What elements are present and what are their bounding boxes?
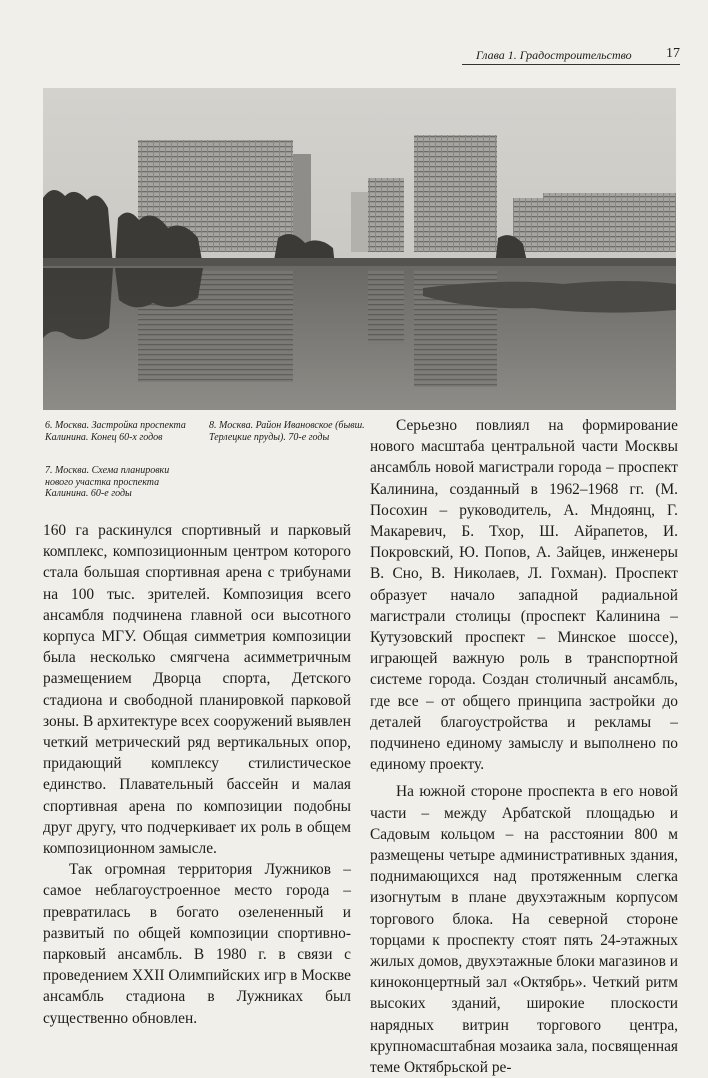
right-column xyxy=(370,415,678,1078)
running-header xyxy=(462,46,680,64)
left-paragraph-2: Так огромная территория Лужников – самое неблагоустроенное место города – превратилась в богато озелененный и развитый по общей композиции спортивно-парковый ансамбль. В 1980 г. в связи с проведением XXII Олимпийских игр в Москве ансамбль стадиона в Лужниках был существенно обновлен. xyxy=(43,861,351,1027)
caption-fig8: 8. Москва. Район Ивановское (бывш. Терлецкие пруды). 70-е годы xyxy=(209,420,365,443)
photo-illustration xyxy=(43,88,676,410)
caption-fig7: 7. Москва. Схема планировки нового участка проспекта Калинина. 60-е годы xyxy=(45,465,170,499)
header-rule xyxy=(462,64,680,65)
right-paragraph-2: На южной стороне проспекта в его новой части – между Арбатской площадью и Садовым кольцом – на расстоянии 800 м размещены четыре административных здания, поднимающихся над протяженным слегка изогнутым в плане двухэтажным корпусом торгового блока. На северной стороне торцами к проспекту стоят пять 24-этажных жилых домов, двухэтажные блоки магазинов и киноконцертный зал «Октябрь». Четкий ритм высоких зданий, широкие плоскости нарядных витрин торгового центра, крупномасштабная мозаика зала, посвященная теме Октябрьской ре- xyxy=(370,783,678,1077)
page-number: 17 xyxy=(666,46,680,61)
caption-fig6: 6. Москва. Застройка проспекта Калинина. Конец 60-х годов xyxy=(45,420,186,443)
right-paragraph-1: Серьезно повлиял на формирование нового масштаба центральной части Москвы ансамбль новой магистрали города – проспект Калинина, созданный в 1962–1968 гг. (М. Посохин – руководитель, А. Мндоянц, Г. Макаревич, Б. Тхор, Ш. Айрапетов, И. Покровский, Ю. Попов, А. Зайцев, инженеры В. Сно, В. Николаев, Л. Гохман). Проспект образует начало западной радиальной магистрали столицы (проспект Калинина – Кутузовский проспект – Минское шоссе), играющей важную роль в транспортной системе города. Создан столичный ансамбль, где все – от общего принципа застройки до деталей благоустройства и рекламы – подчинено единому замыслу и выполнено по единому проекту. xyxy=(370,417,678,774)
left-column xyxy=(43,520,351,1029)
chapter-title: Глава 1. Градостроительство xyxy=(476,48,632,62)
left-paragraph-1: 160 га раскинулся спортивный и парковый комплекс, композиционным центром которого стала большая спортивная арена с трибунами на 100 тыс. зрителей. Композиция всего ансамбля подчинена главной оси высотного корпуса МГУ. Общая симметрия композиции была несколько смягчена асимметричным размещением Дворца спорта, Детского стадиона и свободной планировкой парковой зоны. В архитектуре всех сооружений выявлен четкий метрический ряд вертикальных опор, придающий комплексу стилистическое единство. Плавательный бассейн и малая спортивная арена по композиции подобны друг другу, что подчеркивает их роль в общем композиционном замысле. xyxy=(43,522,351,858)
figure-captions xyxy=(45,420,385,500)
figure-photo xyxy=(43,88,676,410)
